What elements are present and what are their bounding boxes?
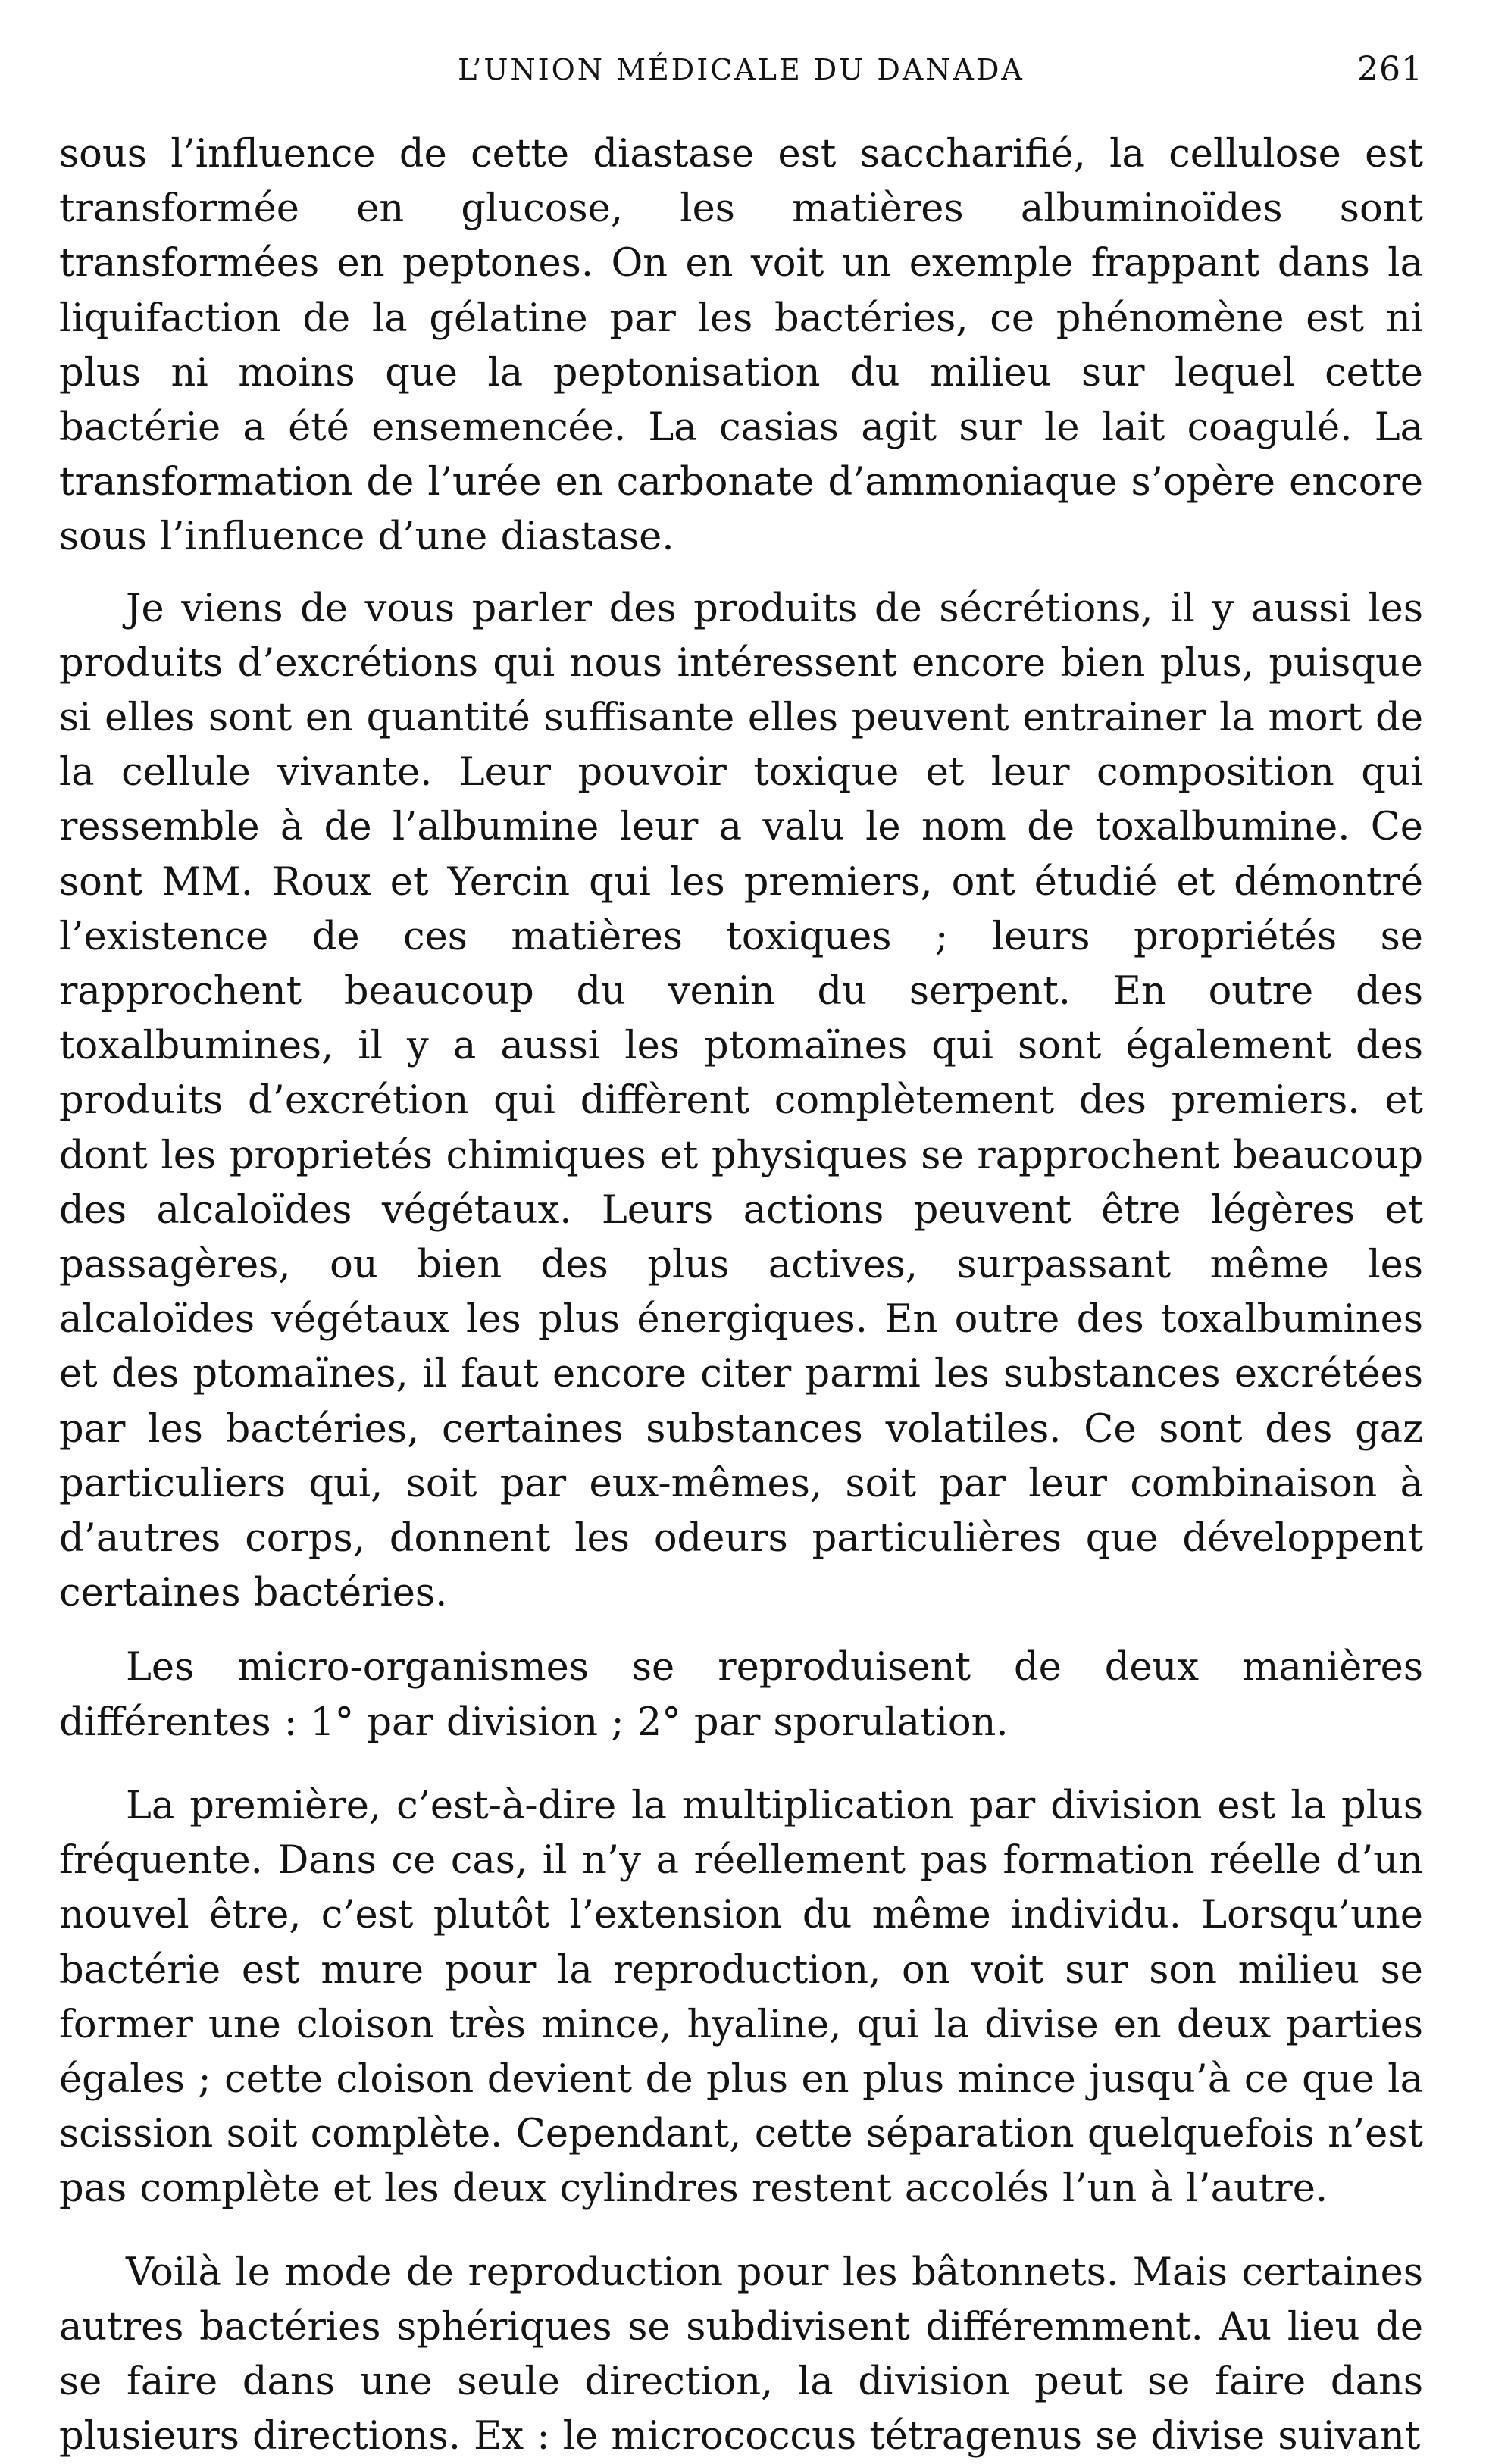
paragraph-batonnets: Voilà le mode de reproduction pour les bâtonnets. Mais certaines autres bactéries sphériques se subdivisent différemment. Au lieu de se faire dans une seule direction, la division peut se faire dans plusieurs directions. Ex : le micrococcus tétragenus se divise suivant xyxy=(59,2250,1423,2459)
running-title: L’UNION MÉDICALE DU DANADA xyxy=(458,53,1025,86)
running-header xyxy=(59,47,1423,92)
page-number: 261 xyxy=(1357,50,1423,89)
paragraph-continued: sous l’influence de cette diastase est saccharifié, la cellulose est transformée en glucose, les matières albuminoïdes sont transformées en peptones. On en voit un exemple frappant dans la liquifaction de la gélatine par les bactéries, ce phénomène est ni plus ni moins que la peptonisation du milieu sur lequel cette bactérie a été ensemencée. La casias agit sur le lait coagulé. La transformation de l’urée en carbonate d’ammoniaque s’opère encore sous l’influence d’une diastase. xyxy=(59,132,1423,560)
paragraph-excretions: Je viens de vous parler des produits de sécrétions, il y aussi les produits d’excrétions qui nous intéressent encore bien plus, puisque si elles sont en quantité suffisante elles peuvent entrainer la mort de la cellule vivante. Leur pouvoir toxique et leur composition qui ressemble à de l’albumine leur a valu le nom de toxalbumine. Ce sont MM. Roux et Yercin qui les premiers, ont étudié et démontré l’existence de ces matières toxiques ; leurs propriétés se rapprochent beaucoup du venin du serpent. En outre des toxalbumines, il y a aussi les ptomaïnes qui sont également des produits d’excrétion qui diffèrent complètement des premiers. et dont les proprietés chimiques et physiques se rapprochent beaucoup des alcaloïdes végétaux. Leurs actions peuvent être légères et passagères, ou bien des plus actives, surpassant même les alcaloïdes végétaux les plus énergiques. En outre des toxalbumines et des ptomaïnes, il faut encore citer parmi les substances excrétées par les bactéries, certaines substances volatiles. Ce sont des gaz particuliers qui, soit par eux-mêmes, soit par leur combinaison à d’autres corps, donnent les odeurs particulières que développent certaines bactéries. xyxy=(59,586,1423,1616)
body-text xyxy=(59,127,1423,2464)
paragraph-division: La première, c’est-à-dire la multiplication par division est la plus fréquente. Dans ce cas, il n’y a réellement pas formation réelle d’un nouvel être, c’est plutôt l’extension du même individu. Lorsqu’une bactérie est mure pour la reproduction, on voit sur son milieu se former une cloison très mince, hyaline, qui la divise en deux parties égales ; cette cloison devient de plus en plus mince jusqu’à ce que la scission soit complète. Cependant, cette séparation quelquefois n’est pas complète et les deux cylindres restent accolés l’un à l’autre. xyxy=(59,1783,1423,2212)
paragraph-reproduction: Les micro-organismes se reproduisent de deux manières différentes : 1° par division ; 2° par sporulation. xyxy=(59,1645,1423,1745)
